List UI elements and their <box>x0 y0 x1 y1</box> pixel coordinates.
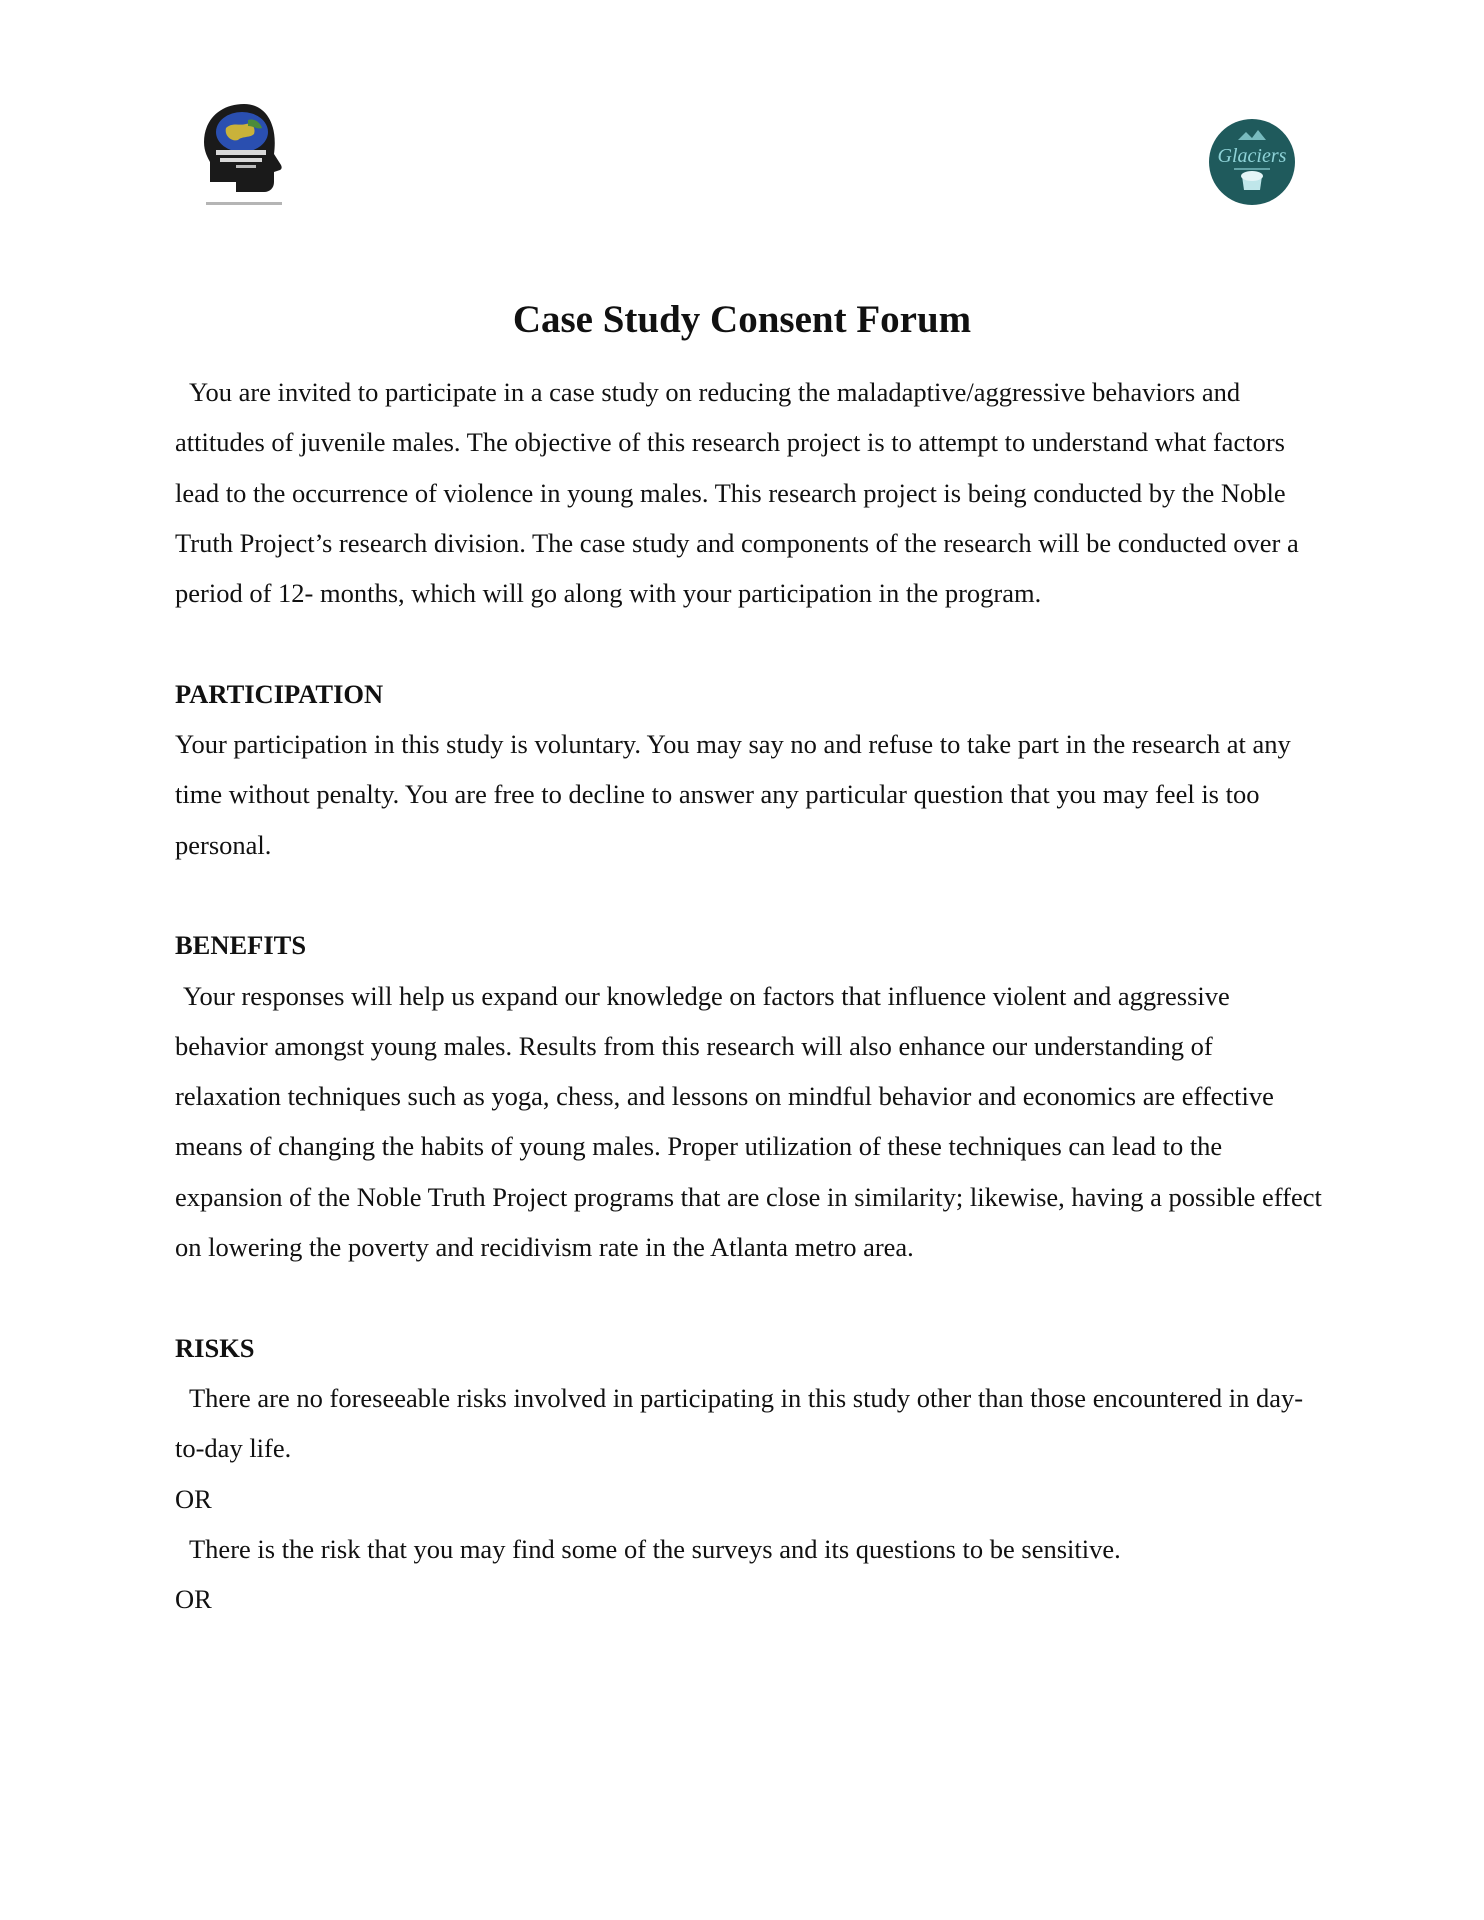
noble-truth-project-logo-icon <box>196 98 292 208</box>
document-body <box>175 367 1325 1624</box>
spacer <box>175 870 1325 920</box>
svg-text:Glaciers: Glaciers <box>1217 145 1287 167</box>
intro-paragraph: You are invited to participate in a case study on reducing the maladaptive/aggressive behaviors and attitudes of juvenile males. The objective of this research project is to attempt to understand what factors lead to the occurrence of violence in young males. This research project is being conducted by the Noble Truth Project’s research division. The case study and components of the research will be conducted over a period of 12- months, which will go along with your participation in the program. <box>175 377 1299 609</box>
spacer <box>175 618 1325 668</box>
risks-or-2: OR <box>175 1584 212 1615</box>
document-title: Case Study Consent Forum <box>512 298 972 341</box>
risks-paragraph-2: There is the risk that you may find some of the surveys and its questions to be sensitive. <box>189 1533 1121 1564</box>
spacer <box>175 1272 1325 1322</box>
participation-heading: PARTICIPATION <box>175 678 384 709</box>
glaciers-logo <box>1208 118 1296 206</box>
benefits-heading: BENEFITS <box>175 930 307 961</box>
participation-paragraph: Your participation in this study is voluntary. You may say no and refuse to take part in the research at any time without penalty. You are free to decline to answer any particular question that you may feel is too personal. <box>175 729 1291 860</box>
risks-or-1: OR <box>175 1483 212 1514</box>
risks-paragraph-1: There are no foreseeable risks involved in participating in this study other than those encountered in day-to-day life. <box>175 1382 1304 1464</box>
noble-truth-project-logo <box>196 98 292 208</box>
risks-heading: RISKS <box>175 1332 255 1363</box>
benefits-paragraph: Your responses will help us expand our knowledge on factors that influence violent and aggressive behavior amongst young males. Results from this research will also enhance our understanding of relaxation techniques such as yoga, chess, and lessons on mindful behavior and economics are effective means of changing the habits of young males. Proper utilization of these techniques can lead to the expansion of the Noble Truth Project programs that are close in similarity; likewise, having a possible effect on lowering the poverty and recidivism rate in the Atlanta metro area. <box>175 980 1322 1263</box>
glaciers-logo-icon <box>1208 118 1296 206</box>
